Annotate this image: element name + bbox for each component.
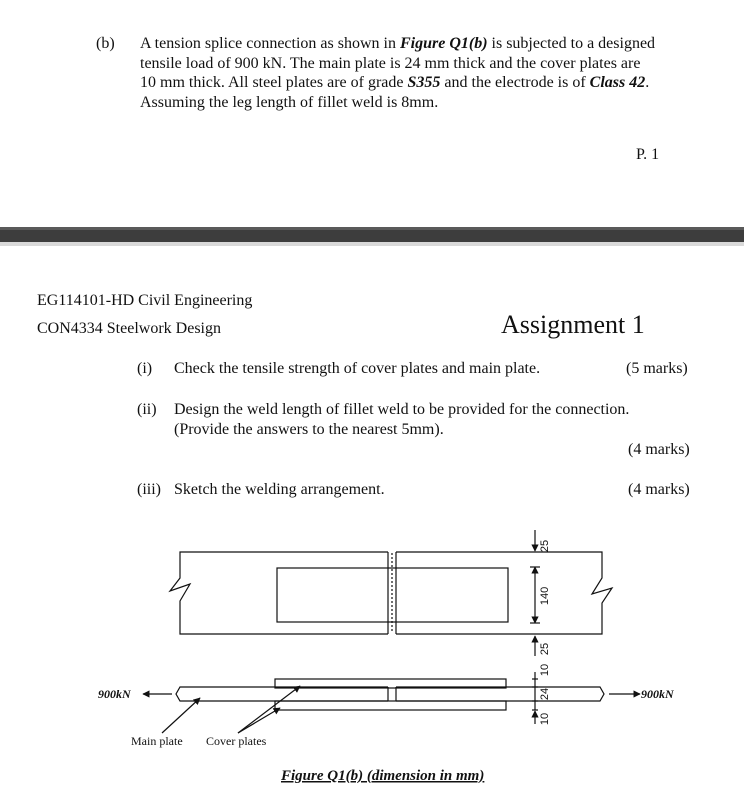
electrode-class: Class 42: [589, 74, 646, 91]
program-title: EG114101-HD Civil Engineering: [37, 292, 253, 309]
dim-main-thickness: 24: [539, 687, 551, 701]
task-2-marks: (4 marks): [628, 441, 690, 458]
question-line-1: A tension splice connection as shown in Figure Q1(b) is subjected to a designed: [140, 35, 656, 52]
leader-cover-bottom: [238, 708, 280, 733]
dim-cover-width: 140: [539, 586, 551, 606]
dim-cover-bottom-thickness: 10: [539, 712, 551, 726]
question-text: [140, 34, 700, 112]
dim-top-edge: 25: [539, 539, 551, 553]
task-3-number: (iii): [137, 481, 161, 498]
section-right-main: [396, 687, 604, 701]
task-2-number: (ii): [137, 401, 157, 418]
steel-grade: S355: [407, 74, 441, 91]
cover-plates-label: Cover plates: [206, 734, 267, 748]
figure-reference: Figure Q1(b): [399, 35, 488, 52]
task-3-marks: (4 marks): [628, 481, 690, 498]
task-3-text: Sketch the welding arrangement.: [174, 481, 385, 498]
load-right-label: 900kN: [641, 687, 674, 701]
leader-main-plate: [162, 698, 200, 733]
part-label: (b): [96, 35, 115, 52]
task-2-text-line2: (Provide the answers to the nearest 5mm).: [174, 421, 444, 438]
main-plate-label: Main plate: [131, 734, 183, 748]
figure-caption: Figure Q1(b) (dimension in mm): [281, 768, 485, 784]
page-break-shadow: [0, 242, 744, 246]
question-line-3: 10 mm thick. All steel plates are of grade S355 and the electrode is of Class 42.: [140, 74, 650, 91]
task-1-number: (i): [137, 360, 153, 377]
splice-figure: [0, 520, 744, 804]
section-bottom-cover: [275, 701, 506, 710]
page-number: P. 1: [636, 146, 660, 163]
page-break-band-top: [0, 227, 744, 230]
task-1-text: Check the tensile strength of cover plates and main plate.: [174, 360, 541, 377]
dim-bottom-edge: 25: [539, 642, 551, 656]
load-left-label: 900kN: [98, 687, 131, 701]
question-line-4: Assuming the leg length of fillet weld is 8mm.: [140, 93, 439, 111]
question-line-2: tensile load of 900 kN. The main plate is 24 mm thick and the cover plates are: [140, 54, 641, 72]
course-title: CON4334 Steelwork Design: [37, 320, 221, 337]
dim-cover-top-thickness: 10: [539, 663, 551, 677]
task-1-marks: (5 marks): [626, 360, 688, 377]
task-2-text-line1: Design the weld length of fillet weld to be provided for the connection.: [174, 401, 630, 418]
assignment-title: Assignment 1: [501, 310, 645, 339]
